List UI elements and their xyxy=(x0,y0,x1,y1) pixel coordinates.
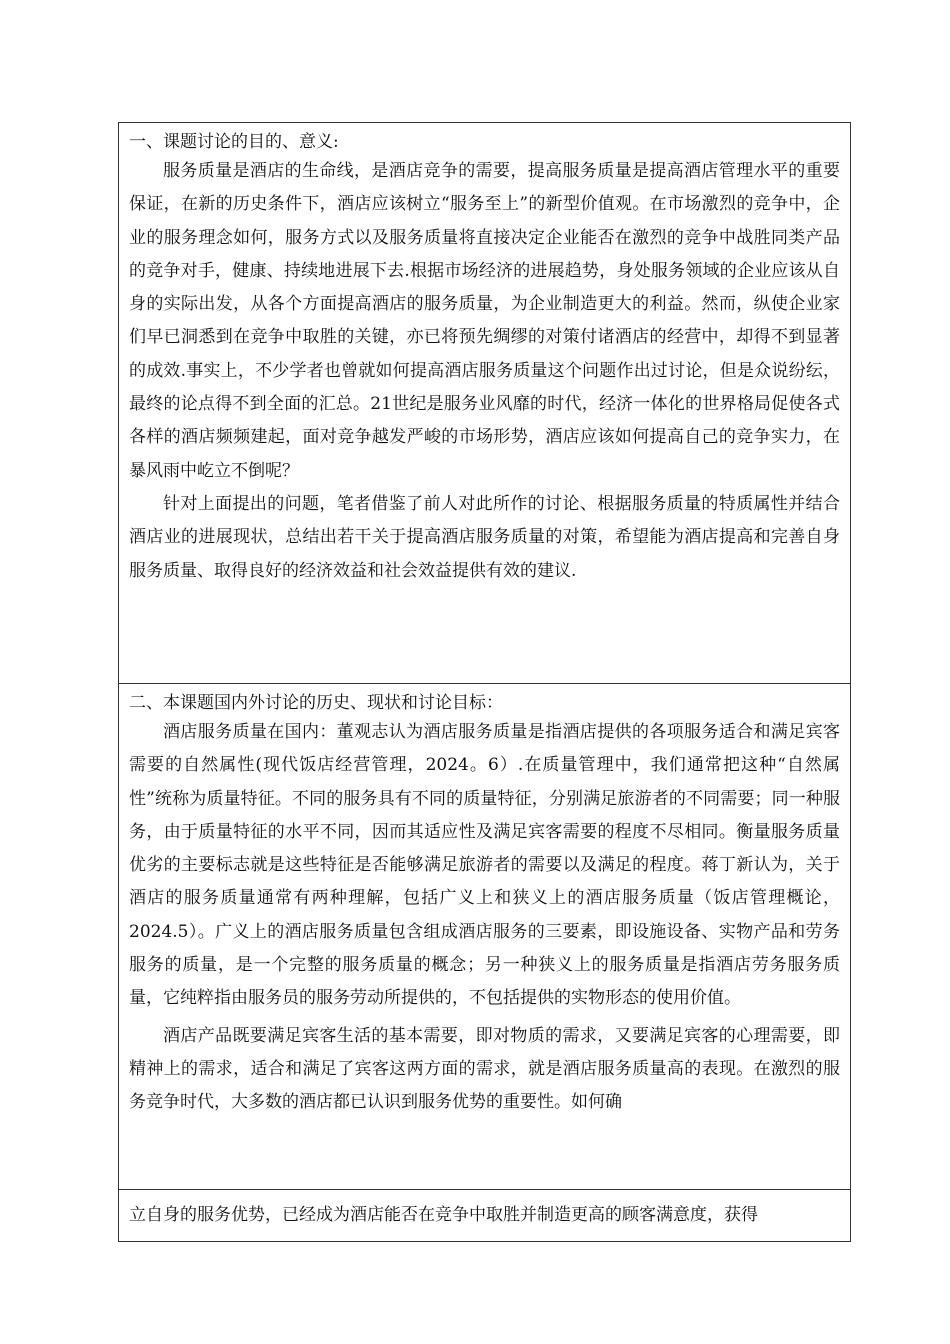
section-purpose-significance xyxy=(119,123,850,683)
paragraph: 针对上面提出的问题，笔者借鉴了前人对此所作的讨论、根据服务质量的特质属性并结合酒店业的进展现状，总结出若干关于提高酒店服务质量的对策，希望能为酒店提高和完善自身服务质量、取得良好的经济效益和社会效益提供有效的建议. xyxy=(129,493,840,581)
paragraph: 酒店产品既要满足宾客生活的基本需要，即对物质的需求，又要满足宾客的心理需要，即精神上的需求，适合和满足了宾客这两方面的需求，就是酒店服务质量高的表现。在激烈的服务竞争时代，大多数的酒店都已认识到服务优势的重要性。如何确 xyxy=(129,1025,840,1113)
paragraph: 服务质量是酒店的生命线，是酒店竞争的需要，提高服务质量是提高酒店管理水平的重要保证，在新的历史条件下，酒店应该树立“服务至上”的新型价值观。在市场激烈的竞争中，企业的服务理念如何，服务方式以及服务质量将直接决定企业能否在激烈的竞争中战胜同类产品的竞争对手，健康、持续地进展下去.根据市场经济的进展趋势，身处服务领域的企业应该从自身的实际出发，从各个方面提高酒店的服务质量，为企业制造更大的利益。然而，纵使企业家们早已洞悉到在竞争中取胜的关键，亦已将预先绸缪的对策付诸酒店的经营中，却得不到显著的成效.事实上，不少学者也曾就如何提高酒店服务质量这个问题作出过讨论，但是众说纷纭，最终的论点得不到全面的汇总。21世纪是服务业风靡的时代，经济一体化的世界格局促使各式各样的酒店频频建起，面对竞争越发严峻的市场形势，酒店应该如何提高自己的竞争实力，在暴风雨中屹立不倒呢？ xyxy=(129,161,840,481)
proposal-form-table xyxy=(118,122,851,1242)
section-continuation xyxy=(119,1189,850,1241)
section-research-history-status xyxy=(119,683,850,1189)
paragraph: 酒店服务质量在国内：董观志认为酒店服务质量是指酒店提供的各项服务适合和满足宾客需要的自然属性(现代饭店经营管理，2024。6）.在质量管理中，我们通常把这种“自然属性”统称为质量特征。不同的服务具有不同的质量特征，分别满足旅游者的不同需要；同一种服务，由于质量特征的水平不同，因而其适应性及满足宾客需要的程度不尽相同。衡量服务质量优劣的主要标志就是这些特征是否能够满足旅游者的需要以及满足的程度。蒋丁新认为，关于酒店的服务质量通常有两种理解，包括广义上和狭义上的酒店服务质量（饭店管理概论，2024.5）。广义上的酒店服务质量包含组成酒店服务的三要素，即设施设备、实物产品和劳务服务的质量，是一个完整的服务质量的概念；另一种狭义上的服务质量是指酒店劳务服务质量，它纯粹指由服务员的服务劳动所提供的，不包括提供的实物形态的使用价值。 xyxy=(129,722,840,1009)
paragraph: 立自身的服务优势，已经成为酒店能否在竞争中取胜并制造更高的顾客满意度，获得 xyxy=(129,1205,758,1225)
section-heading: 二、本课题国内外讨论的历史、现状和讨论目标： xyxy=(129,693,503,713)
section-heading: 一、课题讨论的目的、意义: xyxy=(129,132,339,152)
